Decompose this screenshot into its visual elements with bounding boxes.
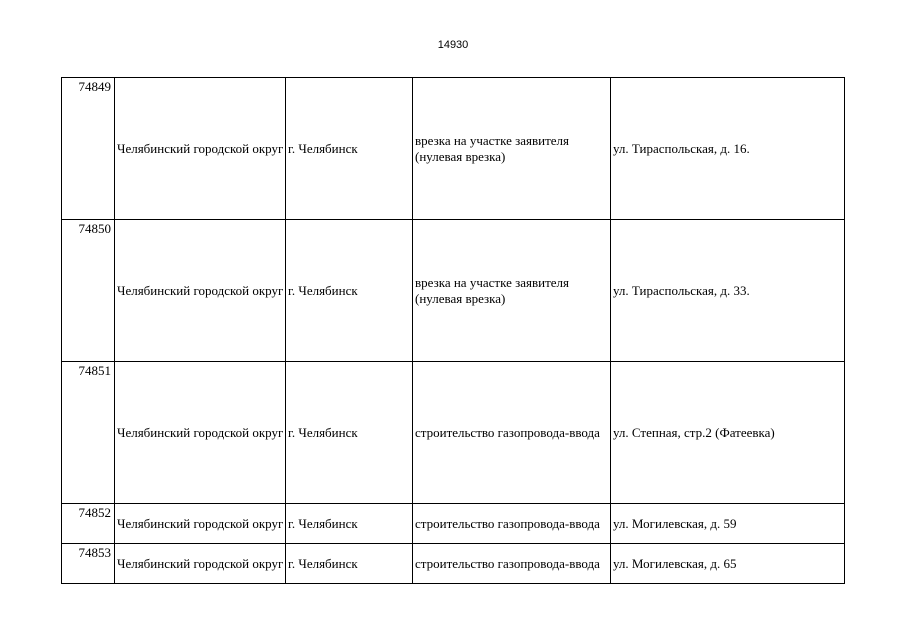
municipality-cell: Челябинский городской округ: [115, 504, 286, 544]
work-type-cell: врезка на участке заявителя (нулевая врезка): [413, 220, 611, 362]
address-cell: ул. Тираспольская, д. 33.: [611, 220, 845, 362]
address-cell: ул. Могилевская, д. 59: [611, 504, 845, 544]
address-cell: ул. Могилевская, д. 65: [611, 544, 845, 584]
row-number: 74850: [62, 220, 115, 362]
table-row: [62, 78, 845, 220]
work-type-cell: строительство газопровода-ввода: [413, 544, 611, 584]
municipality-cell: Челябинский городской округ: [115, 544, 286, 584]
locality-cell: г. Челябинск: [286, 362, 413, 504]
table-row: [62, 362, 845, 504]
table-row: [62, 220, 845, 362]
table-row: [62, 544, 845, 584]
gas-connection-table: [61, 77, 845, 584]
municipality-cell: Челябинский городской округ: [115, 362, 286, 504]
table-row: [62, 504, 845, 544]
work-type-cell: строительство газопровода-ввода: [413, 504, 611, 544]
municipality-cell: Челябинский городской округ: [115, 220, 286, 362]
municipality-cell: Челябинский городской округ: [115, 78, 286, 220]
locality-cell: г. Челябинск: [286, 544, 413, 584]
locality-cell: г. Челябинск: [286, 220, 413, 362]
row-number: 74851: [62, 362, 115, 504]
row-number: 74853: [62, 544, 115, 584]
address-cell: ул. Тираспольская, д. 16.: [611, 78, 845, 220]
work-type-cell: врезка на участке заявителя (нулевая врезка): [413, 78, 611, 220]
work-type-cell: строительство газопровода-ввода: [413, 362, 611, 504]
address-cell: ул. Степная, стр.2 (Фатеевка): [611, 362, 845, 504]
locality-cell: г. Челябинск: [286, 504, 413, 544]
page-number: 14930: [437, 39, 469, 51]
locality-cell: г. Челябинск: [286, 78, 413, 220]
row-number: 74849: [62, 78, 115, 220]
row-number: 74852: [62, 504, 115, 544]
